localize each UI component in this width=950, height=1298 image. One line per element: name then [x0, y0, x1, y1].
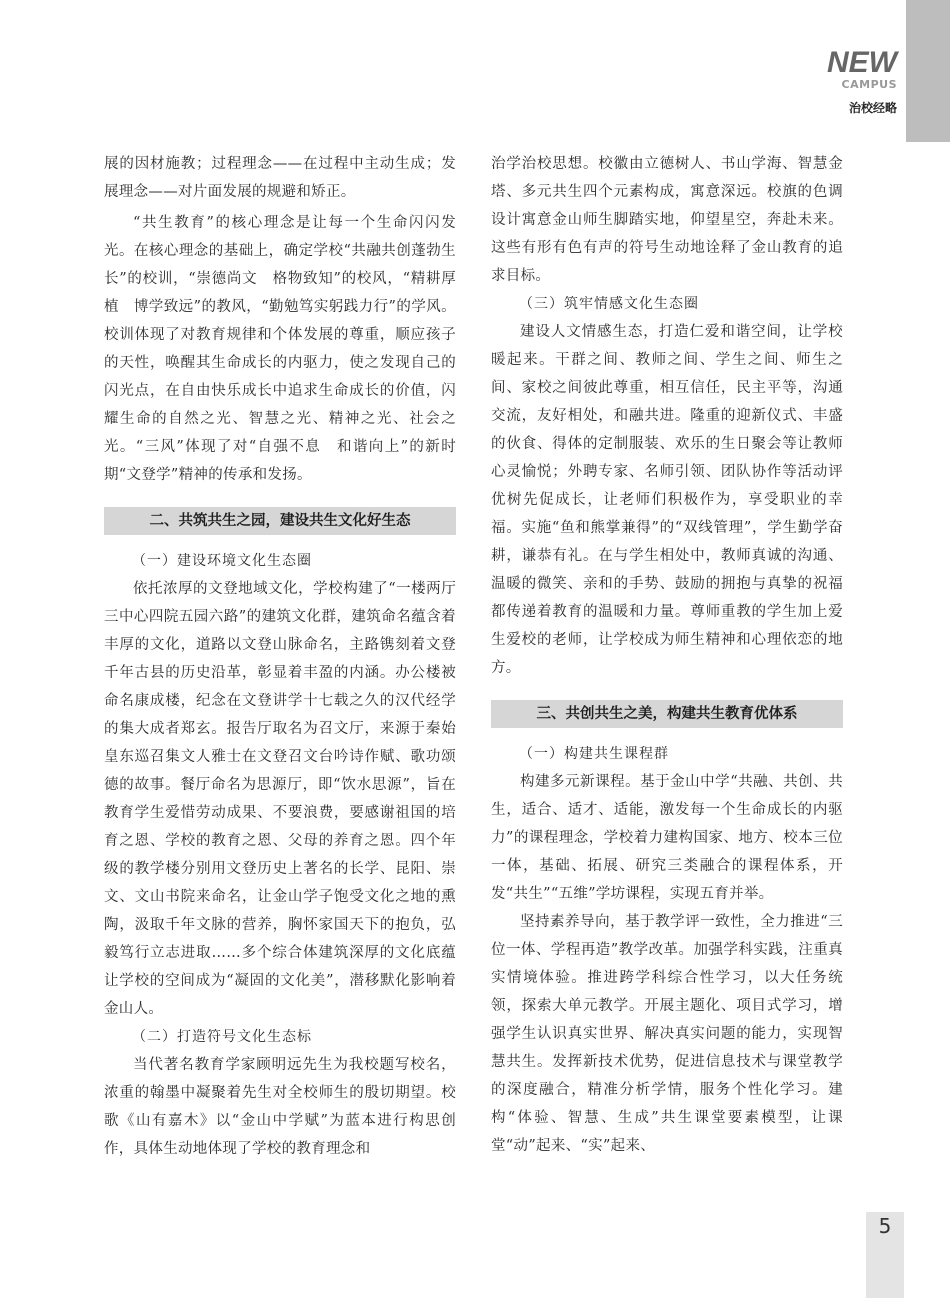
corner-tab [906, 0, 950, 142]
subsection-heading: （二）打造符号文化生态标 [132, 1029, 312, 1045]
paragraph: 展的因材施教；过程理念——在过程中主动生成；发展理念——对片面发展的规避和矫正。 [104, 156, 456, 200]
new-campus-logo: NEW [827, 46, 897, 79]
section-heading: 三、共创共生之美，构建共生教育优体系 [491, 700, 843, 728]
subsection-heading: （一）构建共生课程群 [519, 746, 669, 762]
subsection-heading: （一）建设环境文化生态圈 [132, 553, 312, 569]
page-number: 5 [878, 1214, 892, 1238]
paragraph: 构建多元新课程。基于金山中学“共融、共创、共生，适合、适才、适能，激发每一个生命成长的内驱力”的课程理念，学校着力建构国家、地方、校本三位一体，基础、拓展、研究三类融合的课程体系，开发“共生”“五维”学坊课程，实现五育并举。 [491, 774, 843, 902]
subsection-heading: （三）筑牢情感文化生态圈 [519, 296, 699, 312]
paragraph: 治学治校思想。校徽由立德树人、书山学海、智慧金塔、多元共生四个元素构成，寓意深远。校旗的色调设计寓意金山师生脚踏实地，仰望星空，奔赴未来。这些有形有色有声的符号生动地诠释了金山教育的追求目标。 [491, 156, 843, 284]
paragraph: 当代著名教育学家顾明远先生为我校题写校名，浓重的翰墨中凝聚着先生对全校师生的殷切期望。校歌《山有嘉木》以“金山中学赋”为蓝本进行构思创作，具体生动地体现了学校的教育理念和 [104, 1057, 456, 1157]
paragraph: “共生教育”的核心理念是让每一个生命闪闪发光。在核心理念的基础上，确定学校“共融共创蓬勃生长”的校训，“崇德尚文 格物致知”的校风，“精耕厚植 博学致远”的教风，“勤勉笃实躬践力行”的学风。校训体现了对教育规律和个体发展的尊重，顺应孩子的天性，唤醒其生命成长的内驱力，使之发现自己的闪光点，在自由快乐成长中追求生命成长的价值，闪耀生命的自然之光、智慧之光、精神之光、社会之光。“三风”体现了对“自强不息 和谐向上”的新时期“文登学”精神的传承和发扬。 [104, 215, 456, 483]
paragraph: 建设人文情感生态，打造仁爱和谐空间，让学校暖起来。干群之间、教师之间、学生之间、师生之间、家校之间彼此尊重，相互信任，民主平等，沟通交流，友好相处，和融共进。隆重的迎新仪式、丰盛的伙食、得体的定制服装、欢乐的生日聚会等让教师心灵愉悦；外聘专家、名师引领、团队协作等活动评优树先促成长，让老师们积极作为，享受职业的幸福。实施“鱼和熊掌兼得”的“双线管理”，学生勤学奋耕，谦恭有礼。在与学生相处中，教师真诚的沟通、温暖的微笑、亲和的手势、鼓励的拥抱与真挚的祝福都传递着教育的温暖和力量。尊师重教的学生加上爱生爱校的老师，让学校成为师生精神和心理依恋的地方。 [491, 324, 843, 676]
section-heading: 二、共筑共生之园，建设共生文化好生态 [104, 507, 456, 535]
campus-logo-text: CAMPUS [841, 78, 897, 91]
section-label: 治校经略 [848, 101, 897, 115]
left-column [104, 150, 456, 1163]
right-column [491, 150, 843, 1160]
paragraph: 坚持素养导向，基于教学评一致性，全力推进“三位一体、学程再造”教学改革。加强学科实践，注重真实情境体验。推进跨学科综合性学习，以大任务统领，探索大单元教学。开展主题化、项目式学习，增强学生认识真实世界、解决真实问题的能力，实现智慧共生。发挥新技术优势，促进信息技术与课堂教学的深度融合，精准分析学情，服务个性化学习。建构“体验、智慧、生成”共生课堂要素模型，让课堂“动”起来、“实”起来、 [491, 914, 843, 1154]
paragraph: 依托浓厚的文登地域文化，学校构建了“一楼两厅三中心四院五园六路”的建筑文化群，建筑命名蕴含着丰厚的文化，道路以文登山脉命名，主路镌刻着文登千年古县的历史沿革，彰显着丰盈的内涵。办公楼被命名康成楼，纪念在文登讲学十七载之久的汉代经学的集大成者郑玄。报告厅取名为召文厅，来源于秦始皇东巡召集文人雅士在文登召文台吟诗作赋、歌功颂德的故事。餐厅命名为思源厅，即“饮水思源”，旨在教育学生爱惜劳动成果、不要浪费，要感谢祖国的培育之恩、学校的教育之恩、父母的养育之恩。四个年级的教学楼分别用文登历史上著名的长学、昆阳、崇文、文山书院来命名，让金山学子饱受文化之地的熏陶，汲取千年文脉的营养，胸怀家国天下的抱负，弘毅笃行立志进取……多个综合体建筑深厚的文化底蕴让学校的空间成为“凝固的文化美”，潜移默化影响着金山人。 [104, 581, 456, 1017]
